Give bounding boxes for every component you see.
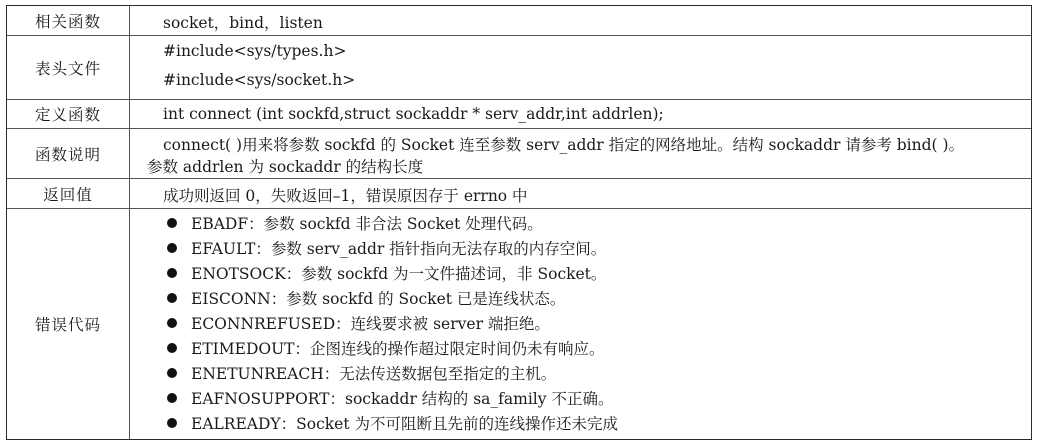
related-functions-text: socket，bind，listen: [163, 14, 323, 32]
error-item: [167, 212, 543, 234]
bullet-icon: [167, 343, 177, 353]
row-definition: [7, 99, 1031, 128]
error-item: [167, 312, 550, 334]
row-content-related: [129, 6, 1031, 35]
row-content-header: [129, 36, 1031, 99]
bullet-icon: [167, 268, 177, 278]
header-line-2: #include<sys/socket.h>: [163, 71, 356, 89]
row-related-functions: [7, 6, 1031, 35]
error-item: [167, 362, 556, 384]
error-item-text: EFAULT：参数 serv_addr 指针指向无法存取的内存空间。: [191, 240, 607, 258]
definition-text: int connect (int sockfd,struct sockaddr * serv_addr,int addrlen);: [163, 105, 664, 123]
row-content-errors: [129, 209, 1031, 439]
error-item-text: ENOTSOCK：参数 sockfd 为一文件描述词，非 Socket。: [191, 265, 607, 283]
error-item: [167, 412, 618, 434]
row-return-value: [7, 178, 1031, 208]
error-item: [167, 262, 606, 284]
bullet-icon: [167, 368, 177, 378]
return-value-text: 成功则返回 0，失败返回–1，错误原因存于 errno 中: [163, 187, 528, 205]
row-label-define: 定义函数: [7, 100, 130, 128]
reference-table: [6, 5, 1032, 440]
bullet-icon: [167, 293, 177, 303]
error-item-text: EAFNOSUPPORT：sockaddr 结构的 sa_family 不正确。: [191, 390, 614, 408]
desc-line-1: connect( )用来将参数 sockfd 的 Socket 连至参数 serv_addr 指定的网络地址。结构 sockaddr 请参考 bind( )。: [163, 136, 965, 154]
error-item: [167, 287, 565, 309]
row-error-codes: [7, 208, 1031, 439]
error-item-text: EBADF：参数 sockfd 非合法 Socket 处理代码。: [191, 215, 543, 233]
bullet-icon: [167, 418, 177, 428]
row-content-return: [129, 179, 1031, 208]
desc-line-2: 参数 addrlen 为 sockaddr 的结构长度: [147, 158, 424, 176]
row-label-related: 相关函数: [7, 6, 130, 35]
row-description: [7, 128, 1031, 178]
row-content-desc: [129, 129, 1031, 178]
bullet-icon: [167, 243, 177, 253]
row-content-define: [129, 100, 1031, 128]
row-label-return: 返回值: [7, 179, 130, 208]
error-item: [167, 387, 613, 409]
header-line-1: #include<sys/types.h>: [163, 42, 347, 60]
error-item-text: ETIMEDOUT：企图连线的操作超过限定时间仍未有响应。: [191, 340, 605, 358]
error-item: [167, 337, 605, 359]
row-header-files: [7, 35, 1031, 99]
error-item: [167, 237, 606, 259]
bullet-icon: [167, 318, 177, 328]
row-label-header: 表头文件: [7, 36, 130, 99]
error-item-text: EISCONN：参数 sockfd 的 Socket 已是连线状态。: [191, 290, 566, 308]
row-label-desc: 函数说明: [7, 129, 130, 178]
error-item-text: EALREADY：Socket 为不可阻断且先前的连线操作还未完成: [191, 415, 618, 433]
bullet-icon: [167, 393, 177, 403]
bullet-icon: [167, 218, 177, 228]
error-item-text: ECONNREFUSED：连线要求被 server 端拒绝。: [191, 315, 550, 333]
error-item-text: ENETUNREACH：无法传送数据包至指定的主机。: [191, 365, 557, 383]
row-label-errors: 错误代码: [7, 209, 130, 439]
